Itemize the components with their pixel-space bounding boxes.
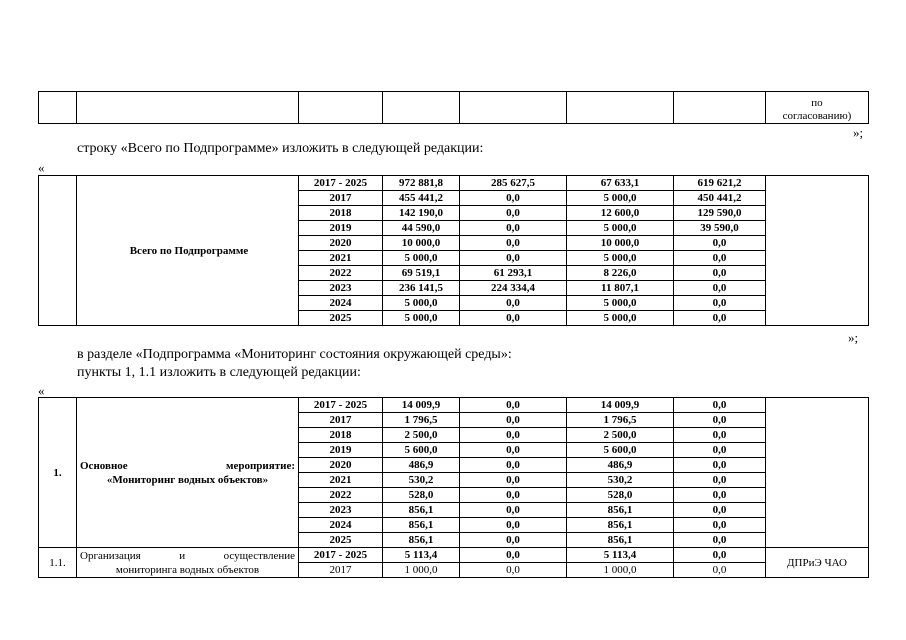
event-name-cell [77,398,299,548]
amount-cell: 10 000,0 [383,236,460,251]
amount-cell: 0,0 [674,311,766,326]
executor-line1: по [811,97,823,109]
amount-cell: 5 000,0 [567,191,674,206]
executor-cell: ДПРиЭ ЧАО [766,548,869,578]
amount-cell: 224 334,4 [460,281,567,296]
amount-cell: 0,0 [674,236,766,251]
amount-cell: 0,0 [674,473,766,488]
year-cell: 2023 [299,281,383,296]
year-cell: 2025 [299,311,383,326]
amount-cell: 0,0 [460,296,567,311]
year-cell: 2021 [299,473,383,488]
amount-cell: 11 807,1 [567,281,674,296]
empty-cell [383,92,460,124]
amount-cell: 0,0 [674,503,766,518]
opening-quote: « [38,383,45,398]
amount-cell: 0,0 [460,428,567,443]
amount-cell: 972 881,8 [383,176,460,191]
amount-cell: 0,0 [460,563,567,578]
amount-cell: 1 000,0 [383,563,460,578]
year-cell: 2018 [299,206,383,221]
amount-cell: 5 113,4 [383,548,460,563]
year-cell: 2020 [299,236,383,251]
amount-cell: 2 500,0 [383,428,460,443]
year-cell: 2020 [299,458,383,473]
amount-cell: 0,0 [460,548,567,563]
amount-cell: 1 796,5 [567,413,674,428]
amount-cell: 0,0 [460,206,567,221]
amount-cell: 856,1 [383,518,460,533]
amount-cell: 5 600,0 [383,443,460,458]
executor-cell [766,398,869,548]
amount-cell: 0,0 [674,296,766,311]
amount-cell: 486,9 [383,458,460,473]
executor-cell [766,176,869,326]
event-name-word: мероприятие: [225,459,295,472]
empty-cell [299,92,383,124]
empty-cell [460,92,567,124]
amount-cell: 0,0 [674,563,766,578]
amount-cell: 856,1 [567,503,674,518]
amount-cell: 5 000,0 [567,311,674,326]
amount-cell: 12 600,0 [567,206,674,221]
amount-cell: 0,0 [460,503,567,518]
amount-cell: 14 009,9 [383,398,460,413]
amount-cell: 0,0 [460,473,567,488]
amount-cell: 856,1 [383,503,460,518]
closing-quote: »; [848,330,859,345]
amount-cell: 0,0 [674,518,766,533]
table-row [39,398,869,413]
event-name-word: и [179,549,186,562]
event-name-line1 [80,459,295,473]
amount-cell: 0,0 [460,458,567,473]
amount-cell: 0,0 [674,428,766,443]
subprogram-name-cell: Всего по Подпрограмме [77,176,299,326]
year-cell: 2022 [299,488,383,503]
amount-cell: 0,0 [460,398,567,413]
amount-cell: 530,2 [567,473,674,488]
year-cell: 2017 [299,191,383,206]
amount-cell: 0,0 [674,533,766,548]
event-table [38,397,869,578]
amount-cell: 619 621,2 [674,176,766,191]
amount-cell: 14 009,9 [567,398,674,413]
amount-cell: 530,2 [383,473,460,488]
paragraph-items: пункты 1, 1.1 изложить в следующей редакции: [77,365,361,380]
amount-cell: 0,0 [674,266,766,281]
amount-cell: 5 000,0 [567,221,674,236]
empty-cell [567,92,674,124]
amount-cell: 236 141,5 [383,281,460,296]
amount-cell: 0,0 [674,281,766,296]
amount-cell: 450 441,2 [674,191,766,206]
year-cell: 2017 - 2025 [299,176,383,191]
event-name-word: осуществление [223,549,295,562]
amount-cell: 5 113,4 [567,548,674,563]
table-row [39,176,869,191]
empty-cell [77,92,299,124]
year-cell: 2017 [299,413,383,428]
year-cell: 2019 [299,221,383,236]
amount-cell: 0,0 [460,518,567,533]
item-number-cell: 1. [39,398,77,548]
amount-cell: 5 000,0 [383,311,460,326]
amount-cell: 486,9 [567,458,674,473]
paragraph-total-row: строку «Всего по Подпрограмме» изложить в следующей редакции: [77,141,484,156]
event-name-cell [77,548,299,578]
amount-cell: 0,0 [674,251,766,266]
executor-cell [766,92,869,124]
year-cell: 2017 [299,563,383,578]
event-name-word: Организация [80,549,141,562]
amount-cell: 67 633,1 [567,176,674,191]
amount-cell: 0,0 [460,533,567,548]
amount-cell: 0,0 [460,488,567,503]
event-name-line1 [80,549,295,563]
year-cell: 2018 [299,428,383,443]
amount-cell: 0,0 [674,488,766,503]
amount-cell: 129 590,0 [674,206,766,221]
amount-cell: 856,1 [567,533,674,548]
amount-cell: 5 000,0 [383,296,460,311]
amount-cell: 528,0 [567,488,674,503]
amount-cell: 0,0 [460,191,567,206]
year-cell: 2017 - 2025 [299,398,383,413]
event-name-line2: мониторинга водных объектов [115,563,260,576]
amount-cell: 5 000,0 [383,251,460,266]
amount-cell: 0,0 [460,221,567,236]
amount-cell: 142 190,0 [383,206,460,221]
amount-cell: 0,0 [674,458,766,473]
year-cell: 2022 [299,266,383,281]
empty-cell [674,92,766,124]
year-cell: 2017 - 2025 [299,548,383,563]
amount-cell: 0,0 [674,398,766,413]
year-cell: 2019 [299,443,383,458]
amount-cell: 5 000,0 [567,296,674,311]
paragraph-section: в разделе «Подпрограмма «Мониторинг состояния окружающей среды»: [77,347,512,362]
amount-cell: 61 293,1 [460,266,567,281]
amount-cell: 1 796,5 [383,413,460,428]
year-cell: 2021 [299,251,383,266]
amount-cell: 856,1 [567,518,674,533]
closing-quote: »; [853,125,864,140]
amount-cell: 0,0 [674,548,766,563]
amount-cell: 69 519,1 [383,266,460,281]
amount-cell: 0,0 [674,413,766,428]
year-cell: 2023 [299,503,383,518]
year-cell: 2024 [299,518,383,533]
amount-cell: 0,0 [460,251,567,266]
amount-cell: 39 590,0 [674,221,766,236]
amount-cell: 0,0 [460,236,567,251]
amount-cell: 1 000,0 [567,563,674,578]
previous-table-fragment [38,91,869,124]
amount-cell: 44 590,0 [383,221,460,236]
amount-cell: 0,0 [460,443,567,458]
year-cell: 2024 [299,296,383,311]
amount-cell: 5 600,0 [567,443,674,458]
event-name-word: Основное [80,459,128,472]
amount-cell: 0,0 [460,311,567,326]
row-number-cell [39,176,77,326]
amount-cell: 285 627,5 [460,176,567,191]
amount-cell: 856,1 [383,533,460,548]
amount-cell: 0,0 [460,413,567,428]
executor-line2: согласованию) [782,110,852,122]
amount-cell: 528,0 [383,488,460,503]
opening-quote: « [38,160,45,175]
amount-cell: 455 441,2 [383,191,460,206]
amount-cell: 10 000,0 [567,236,674,251]
item-number-cell: 1.1. [39,548,77,578]
amount-cell: 8 226,0 [567,266,674,281]
empty-cell [39,92,77,124]
total-table [38,175,869,326]
event-name-line2: «Мониторинг водных объектов» [106,473,269,486]
amount-cell: 2 500,0 [567,428,674,443]
amount-cell: 5 000,0 [567,251,674,266]
year-cell: 2025 [299,533,383,548]
table-row [39,548,869,563]
amount-cell: 0,0 [674,443,766,458]
